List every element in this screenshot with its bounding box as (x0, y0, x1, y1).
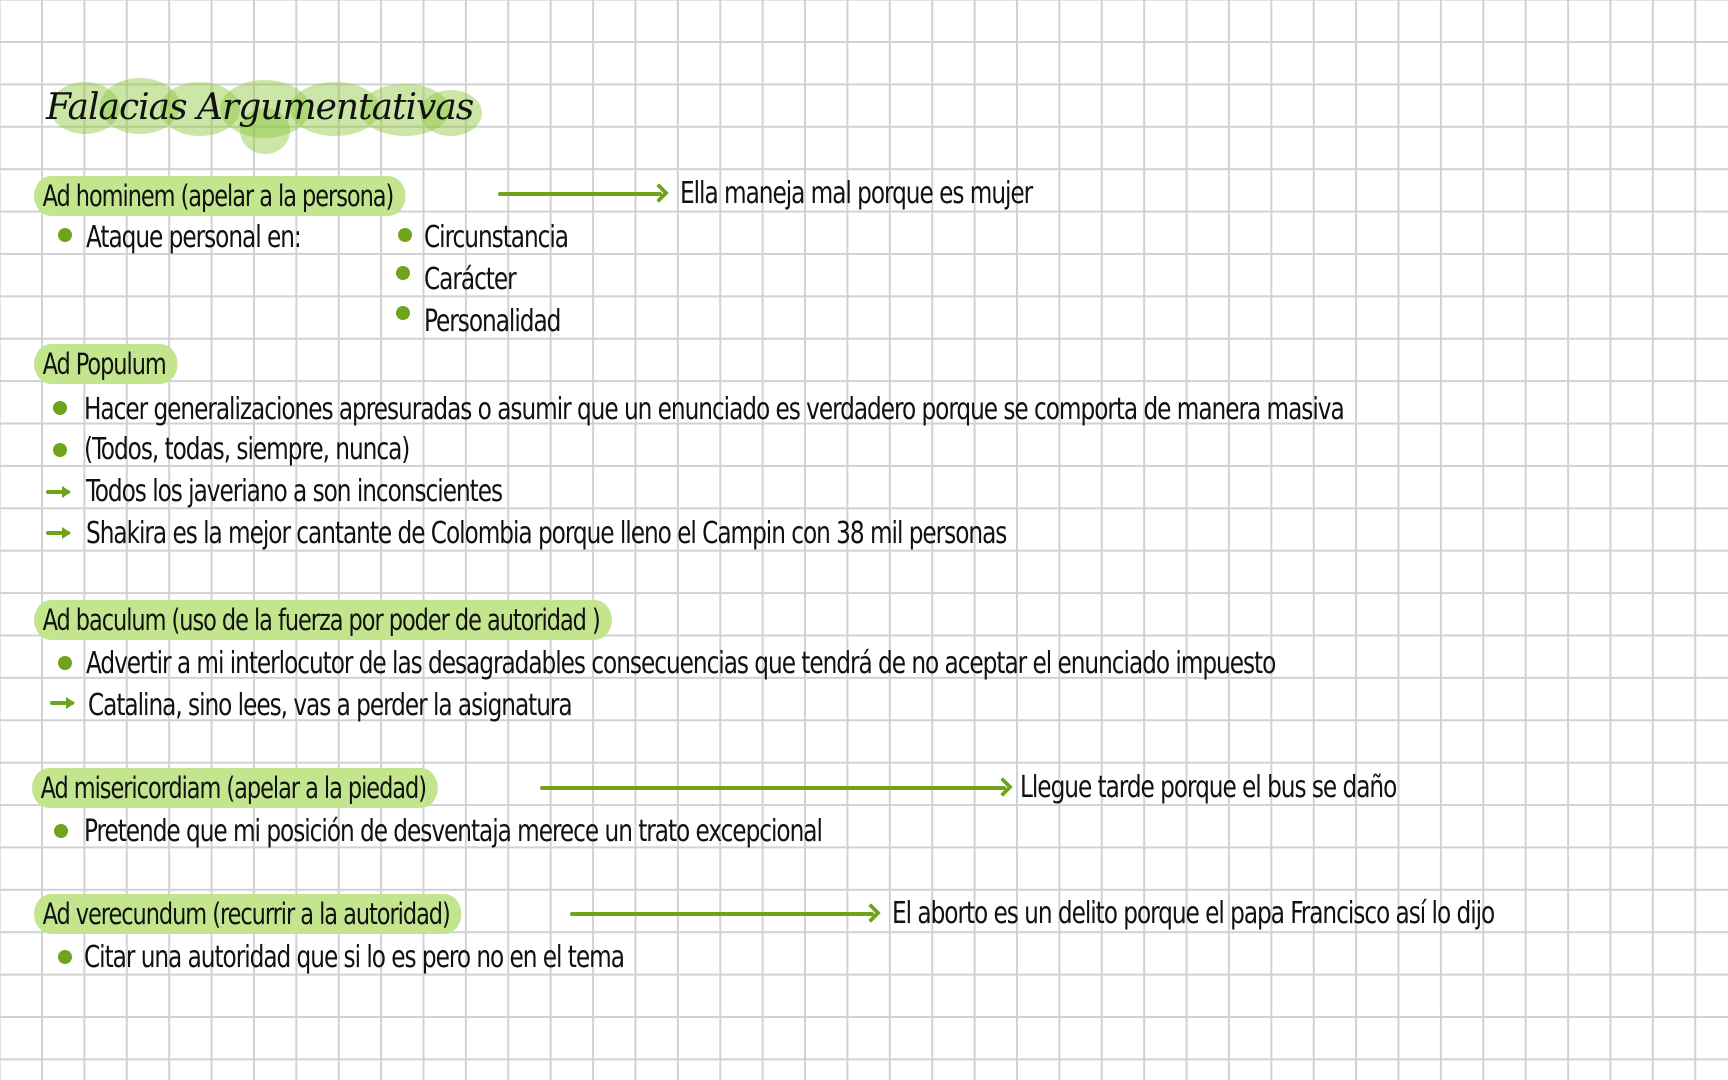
page-title (40, 78, 473, 140)
bullet-text: Hacer generalizaciones apresuradas o asumir que un enunciado es verdadero porque se comporta de manera masiva (84, 392, 1344, 427)
bullet-text: Citar una autoridad que si lo es pero no en el tema (84, 940, 624, 975)
bullet-icon (58, 656, 72, 670)
bullet-text: Pretende que mi posición de desventaja merece un trato excepcional (84, 814, 822, 849)
bullet-icon (54, 824, 68, 838)
bullet-icon (53, 443, 67, 457)
sub-bullet-text: Circunstancia (424, 220, 568, 255)
example-ad-hominem: Ella maneja mal porque es mujer (680, 176, 1033, 211)
heading-ad-baculum: Ad baculum (uso de la fuerza por poder de autoridad ) (34, 600, 612, 640)
arrow-right-icon (46, 490, 70, 494)
bullet-icon (58, 228, 72, 242)
bullet-text: Advertir a mi interlocutor de las desagradables consecuencias que tendrá de no aceptar el enunciado impuesto (86, 646, 1276, 681)
heading-ad-hominem: Ad hominem (apelar a la persona) (34, 176, 405, 216)
arrow-right-icon (498, 192, 662, 196)
title-text: Falacias Argumentativas (46, 87, 474, 128)
bullet-icon (396, 266, 410, 280)
bullet-text: Ataque personal en: (86, 220, 301, 255)
heading-ad-misericordiam: Ad misericordiam (apelar a la piedad) (32, 768, 438, 808)
bullet-icon (398, 228, 412, 242)
heading-ad-verecundum: Ad verecundum (recurrir a la autoridad) (34, 894, 462, 934)
arrow-right-icon (570, 912, 874, 916)
bullet-icon (58, 950, 72, 964)
sub-bullet-text: Carácter (424, 262, 516, 297)
arrow-example-text: Shakira es la mejor cantante de Colombia porque lleno el Campin con 38 mil personas (86, 516, 1007, 551)
bullet-icon (53, 401, 67, 415)
arrow-right-icon (50, 701, 74, 705)
arrow-right-icon (540, 786, 1006, 790)
arrow-right-icon (46, 531, 70, 535)
example-ad-verecundum: El aborto es un delito porque el papa Francisco así lo dijo (892, 896, 1495, 931)
bullet-text: (Todos, todas, siempre, nunca) (84, 432, 410, 467)
arrow-example-text: Todos los javeriano a son inconscientes (86, 474, 503, 509)
example-ad-misericordiam: Llegue tarde porque el bus se daño (1020, 770, 1397, 805)
bullet-icon (396, 306, 410, 320)
heading-ad-populum: Ad Populum (34, 344, 178, 384)
arrow-example-text: Catalina, sino lees, vas a perder la asignatura (88, 688, 572, 723)
sub-bullet-text: Personalidad (424, 304, 561, 339)
